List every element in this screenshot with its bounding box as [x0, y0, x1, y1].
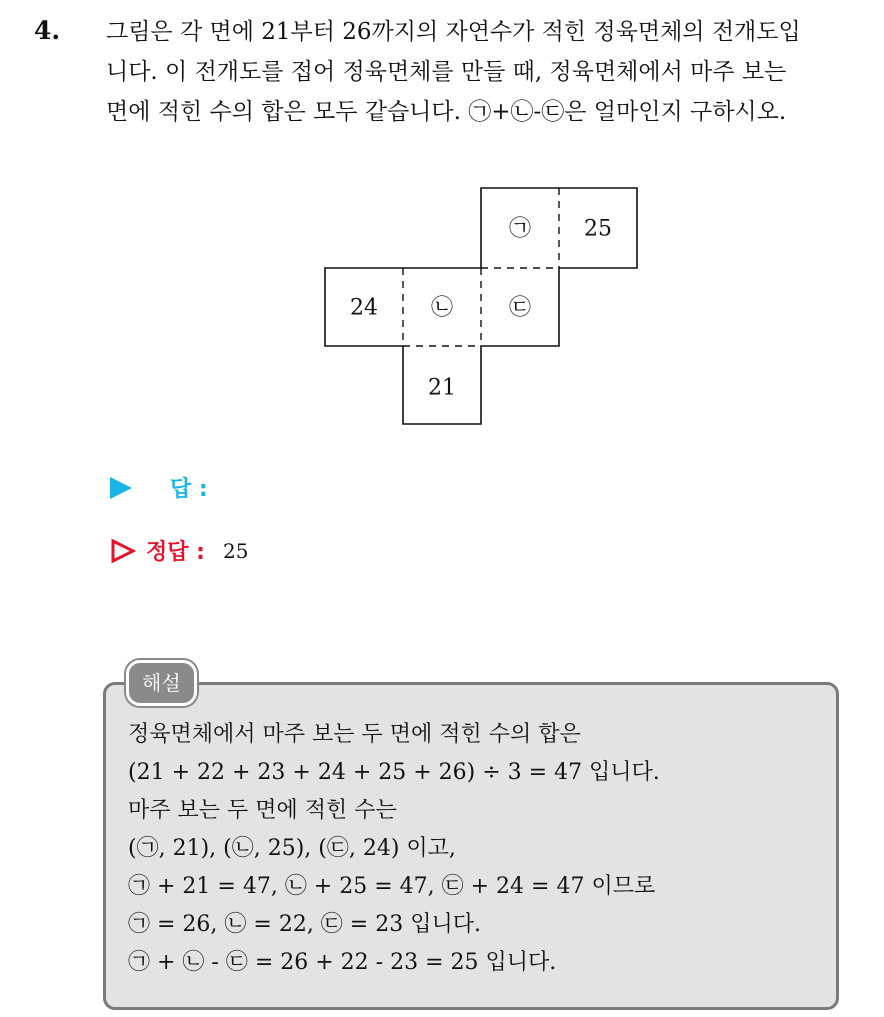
- answer-row: [110, 472, 208, 503]
- question-text: [106, 12, 866, 132]
- solution-tag: 해설: [126, 660, 197, 706]
- solution-line: (㉠, 21), (㉡, 25), (㉢, 24) 이고,: [128, 836, 456, 861]
- solution-line: (21 + 22 + 23 + 24 + 25 + 26) ÷ 3 = 47 입니다.: [128, 760, 660, 785]
- face-mid-left: 24: [350, 295, 378, 321]
- correct-answer-row: [110, 535, 248, 566]
- face-bottom: 21: [428, 375, 456, 401]
- question-line-1: 그림은 각 면에 21부터 26까지의 자연수가 적힌 정육면체의 전개도입: [106, 19, 801, 45]
- solution-line: ㉠ + 21 = 47, ㉡ + 25 = 47, ㉢ + 24 = 47 이므로: [128, 874, 656, 899]
- solution-line: 마주 보는 두 면에 적힌 수는: [128, 798, 397, 823]
- question-line-2: 니다. 이 전개도를 접어 정육면체를 만들 때, 정육면체에서 마주 보는: [106, 59, 787, 85]
- solution-text: [128, 716, 660, 982]
- filled-triangle-icon: [110, 477, 132, 499]
- face-mid-right: ㉢: [508, 295, 532, 321]
- correct-answer-label: 정답 :: [146, 540, 205, 565]
- solution-line: 정육면체에서 마주 보는 두 면에 적힌 수의 합은: [128, 722, 581, 747]
- outline-triangle-icon: [110, 538, 136, 564]
- face-top-right: 25: [584, 216, 612, 242]
- question-number: 4.: [34, 16, 61, 45]
- face-mid-center: ㉡: [430, 295, 454, 321]
- correct-answer-value: 25: [222, 538, 249, 563]
- solution-line: ㉠ + ㉡ - ㉢ = 26 + 22 - 23 = 25 입니다.: [128, 950, 557, 975]
- face-top-left: ㉠: [508, 216, 532, 242]
- cube-net-diagram: [318, 182, 648, 432]
- question-line-3: 면에 적힌 수의 합은 모두 같습니다. ㉠+㉡-㉢은 얼마인지 구하시오.: [106, 99, 787, 125]
- solution-line: ㉠ = 26, ㉡ = 22, ㉢ = 23 입니다.: [128, 912, 481, 937]
- answer-label: 답 :: [170, 477, 208, 502]
